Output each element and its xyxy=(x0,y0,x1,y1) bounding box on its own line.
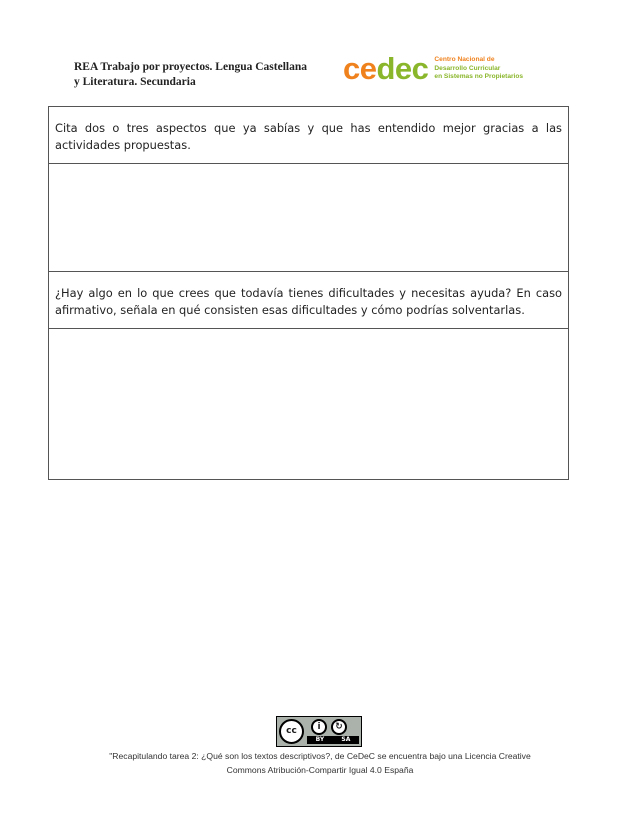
logo-tagline-line2: Desarrollo Curricular xyxy=(434,64,501,72)
share-alike-icon: ↻ xyxy=(331,719,347,735)
badge-by-label: BY xyxy=(315,736,325,743)
cc-icon: cc xyxy=(279,719,304,744)
logo-tagline-line1: Centro Nacional de xyxy=(434,56,495,64)
badge-sa-label: SA xyxy=(341,736,351,743)
license-footer xyxy=(70,749,570,777)
cedec-logo xyxy=(343,52,523,86)
cc-license-badge[interactable] xyxy=(276,716,362,747)
question-2: ¿Hay algo en lo que crees que todavía tienes dificultades y necesitas ayuda? En caso afirmativo, señala en qué consisten esas dificultades y cómo podrías solventarlas. xyxy=(49,272,568,329)
header-title-line1: REA Trabajo por proyectos. Lengua Castellana xyxy=(74,61,307,73)
logo-tagline xyxy=(434,56,523,81)
reflection-table xyxy=(48,106,569,480)
attribution-person-icon: i xyxy=(311,719,327,735)
answer-2-field[interactable] xyxy=(49,329,568,480)
logo-wordmark xyxy=(343,51,429,86)
logo-word-part1: ce xyxy=(343,51,377,86)
answer-1-field[interactable] xyxy=(49,164,568,272)
header-title-line2: y Literatura. Secundaria xyxy=(74,76,196,88)
logo-tagline-line3: en Sistemas no Propietarios xyxy=(434,73,524,81)
footer-line1: "Recapitulando tarea 2: ¿Qué son los textos descriptivos?, de CeDeC se encuentra bajo una Licencia Creative xyxy=(109,751,531,761)
question-1: Cita dos o tres aspectos que ya sabías y que has entendido mejor gracias a las actividades propuestas. xyxy=(49,107,568,164)
cc-badge-label xyxy=(307,736,359,744)
logo-word-part2: dec xyxy=(376,51,429,86)
cc-attribution-icons xyxy=(311,719,347,735)
document-header xyxy=(74,60,334,90)
footer-line2: Commons Atribución-Compartir Igual 4.0 España xyxy=(226,765,414,775)
